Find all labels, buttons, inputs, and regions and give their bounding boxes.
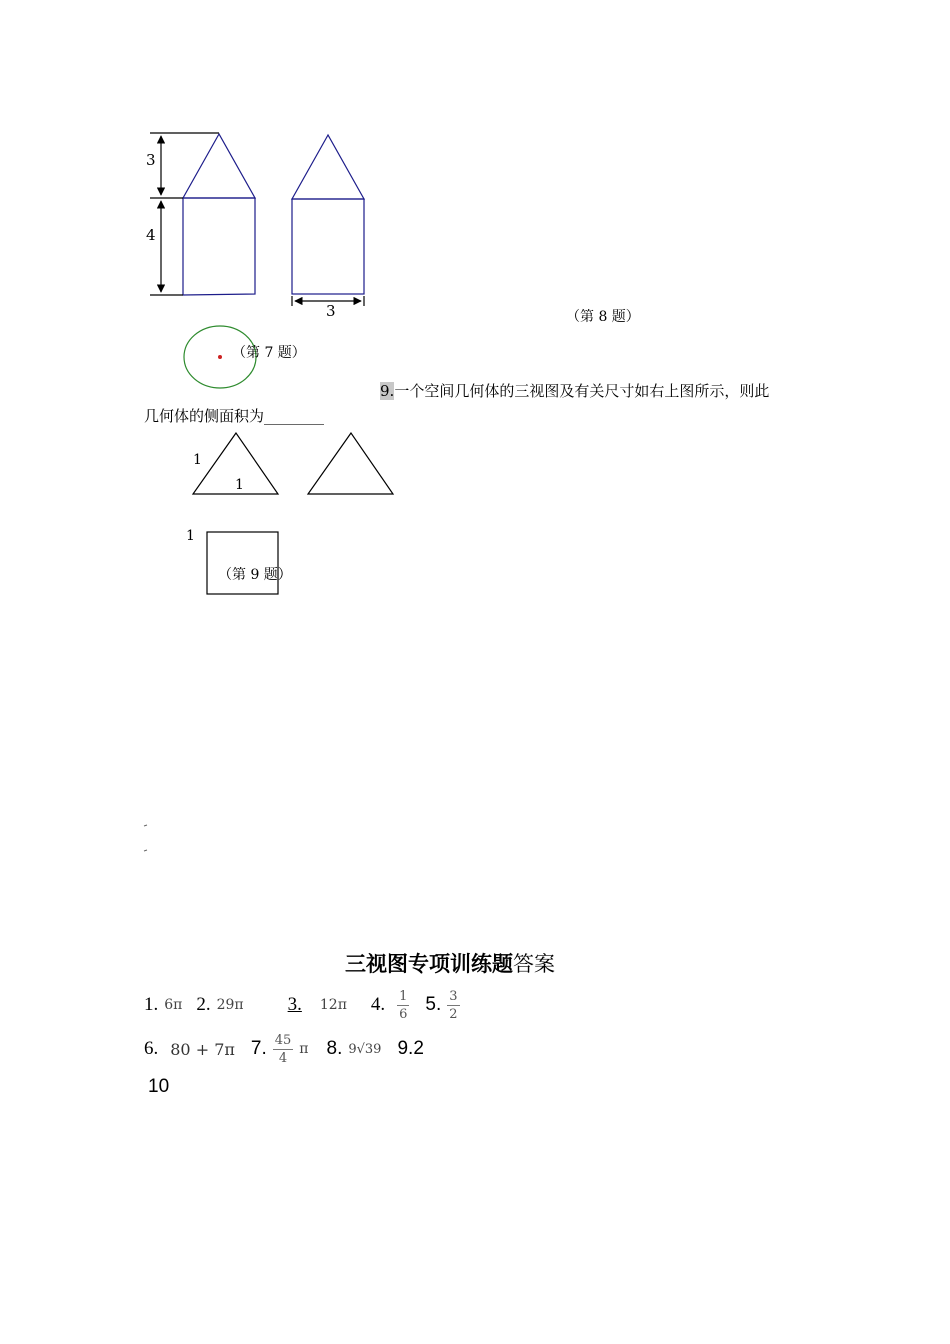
- answer-5-number: 5.: [425, 994, 442, 1015]
- answer-7-fraction: [273, 1032, 294, 1067]
- figure-9-caption: （第 9 题）: [218, 567, 292, 583]
- answer-7-denominator: 4: [278, 1050, 288, 1066]
- answer-1-number: 1.: [144, 994, 159, 1015]
- answer-1-value: 6π: [164, 997, 183, 1013]
- figure-8-caption: （第 8 题）: [566, 309, 640, 325]
- answer-4-number: 4.: [370, 994, 386, 1015]
- answer-3-value: 12π: [319, 997, 347, 1013]
- answer-5-numerator: 3: [449, 988, 458, 1004]
- answer-2-number: 2.: [196, 994, 211, 1015]
- answer-5-denominator: 2: [449, 1006, 458, 1022]
- side-view: [292, 135, 364, 294]
- answer-8-number: 8.: [326, 1038, 343, 1059]
- answers-line-2: [144, 1028, 424, 1070]
- answer-6-number: 6.: [144, 1038, 159, 1059]
- answer-3-number: 3.: [287, 994, 302, 1015]
- fig9-base-label: 1: [235, 477, 244, 493]
- dim-mid-label: 4: [146, 226, 156, 244]
- question-9-line1: [380, 380, 769, 401]
- question-9-number: 9.: [380, 382, 395, 400]
- answer-10: 10: [148, 1076, 170, 1097]
- question-9-text1: 一个空间几何体的三视图及有关尺寸如右上图所示，则此: [394, 382, 770, 400]
- answer-5-fraction: [447, 988, 459, 1023]
- fig9-square-label: 1: [186, 528, 195, 544]
- answer-7-number: 7.: [250, 1038, 267, 1059]
- answer-7-numerator: 45: [274, 1032, 292, 1048]
- answers-line-1: [144, 985, 460, 1025]
- dimension-lines: [150, 133, 364, 306]
- answers-title: [0, 948, 900, 978]
- dim-bottom-label: 3: [326, 302, 336, 320]
- stray-marks: [144, 825, 147, 851]
- answer-4-fraction: [397, 988, 409, 1023]
- question-9-line2: 几何体的侧面积为________: [144, 407, 325, 425]
- answer-4-numerator: 1: [399, 988, 408, 1004]
- front-view: [183, 134, 255, 295]
- answers-title-bold: 三视图专项训练题: [345, 951, 513, 976]
- answer-2-value: 29π: [216, 997, 244, 1013]
- answers-title-rest: 答案: [513, 952, 555, 976]
- answer-9: 9.2: [397, 1038, 424, 1059]
- fig9-side-label: 1: [193, 452, 202, 468]
- figure-7-caption: （第 7 题）: [232, 345, 306, 361]
- answer-7-suffix: π: [299, 1041, 309, 1057]
- answer-8-value: 9√39: [348, 1041, 382, 1057]
- answer-6-value: 80 + 7π: [170, 1039, 235, 1059]
- dim-top-label: 3: [146, 151, 156, 169]
- answer-4-denominator: 6: [399, 1006, 408, 1022]
